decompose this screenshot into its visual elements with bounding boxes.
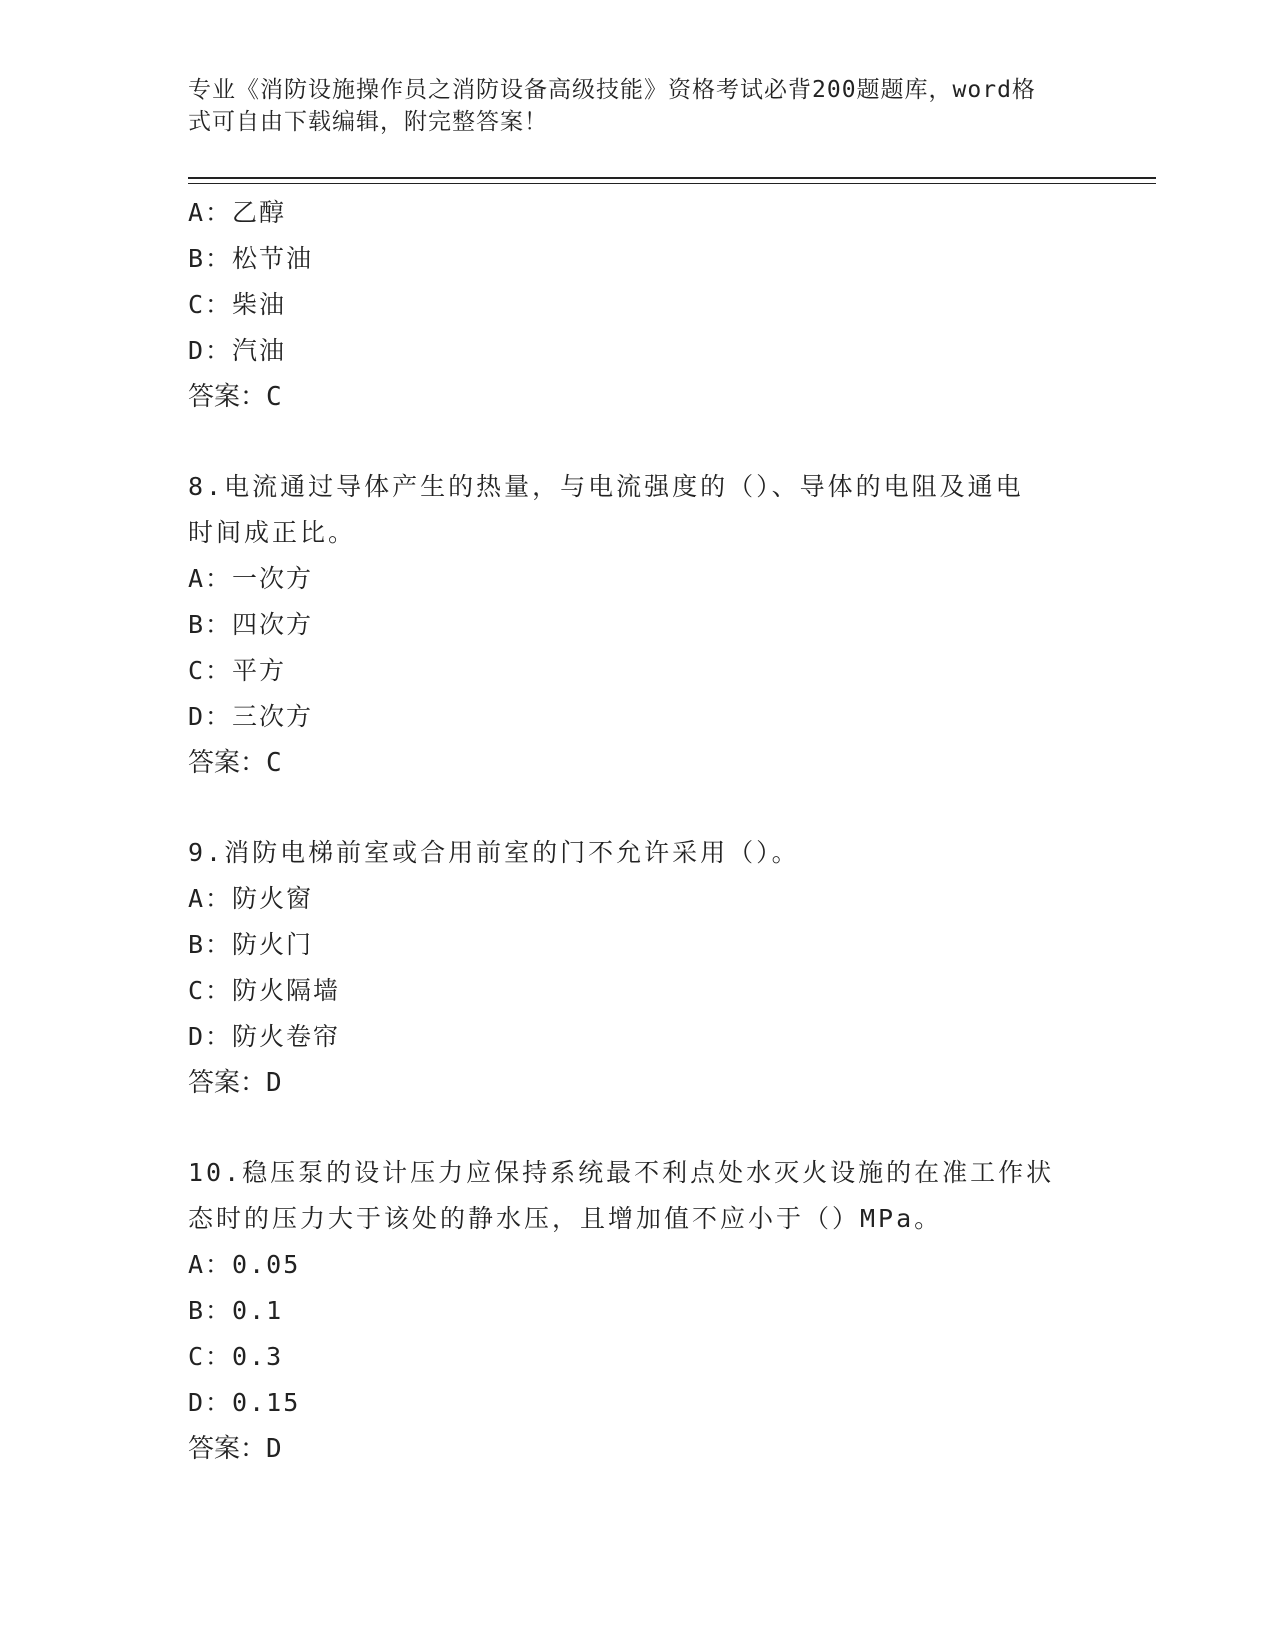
header-divider-thin	[188, 183, 1156, 184]
answer-line: 答案：C	[188, 382, 282, 412]
stem-line-1: 9.消防电梯前室或合用前室的门不允许采用（）。	[188, 838, 800, 867]
question-10	[188, 1150, 1088, 1472]
answer-line: 答案：D	[188, 1434, 282, 1464]
option-c: C：0.3	[188, 1342, 284, 1371]
question-stem	[188, 464, 1088, 556]
spacer	[188, 1106, 1088, 1150]
stem-line-2: 态时的压力大于该处的静水压，且增加值不应小于（）MPa。	[188, 1204, 943, 1233]
option-a: A：0.05	[188, 1250, 301, 1279]
option-a: A：防火窗	[188, 884, 314, 913]
question-list	[188, 190, 1088, 1472]
document-header	[188, 74, 1088, 138]
option-a: A：一次方	[188, 564, 314, 593]
header-divider-thick	[188, 177, 1156, 179]
option-d: D：防火卷帘	[188, 1022, 341, 1051]
question-8	[188, 464, 1088, 786]
option-c: C：平方	[188, 656, 287, 685]
stem-line-1: 8.电流通过导体产生的热量，与电流强度的（）、导体的电阻及通电	[188, 472, 1024, 501]
option-c: C：防火隔墙	[188, 976, 341, 1005]
spacer	[188, 420, 1088, 464]
option-b: B：松节油	[188, 244, 314, 273]
option-b: B：防火门	[188, 930, 314, 959]
option-d: D：0.15	[188, 1388, 301, 1417]
header-line-2: 式可自由下载编辑，附完整答案！	[188, 109, 548, 135]
question-9	[188, 830, 1088, 1106]
question-7	[188, 190, 1088, 420]
header-line-1: 专业《消防设施操作员之消防设备高级技能》资格考试必背200题题库，word格	[188, 77, 1036, 103]
question-stem	[188, 1150, 1088, 1242]
stem-line-2: 时间成正比。	[188, 518, 357, 547]
answer-line: 答案：C	[188, 748, 282, 778]
option-a: A：乙醇	[188, 198, 287, 227]
question-stem	[188, 830, 1088, 876]
spacer	[188, 786, 1088, 830]
option-b: B：0.1	[188, 1296, 284, 1325]
option-d: D：三次方	[188, 702, 314, 731]
stem-line-1: 10.稳压泵的设计压力应保持系统最不利点处水灭火设施的在准工作状	[188, 1158, 1055, 1187]
option-d: D：汽油	[188, 336, 287, 365]
answer-line: 答案：D	[188, 1068, 282, 1098]
option-c: C：柴油	[188, 290, 287, 319]
option-b: B：四次方	[188, 610, 314, 639]
